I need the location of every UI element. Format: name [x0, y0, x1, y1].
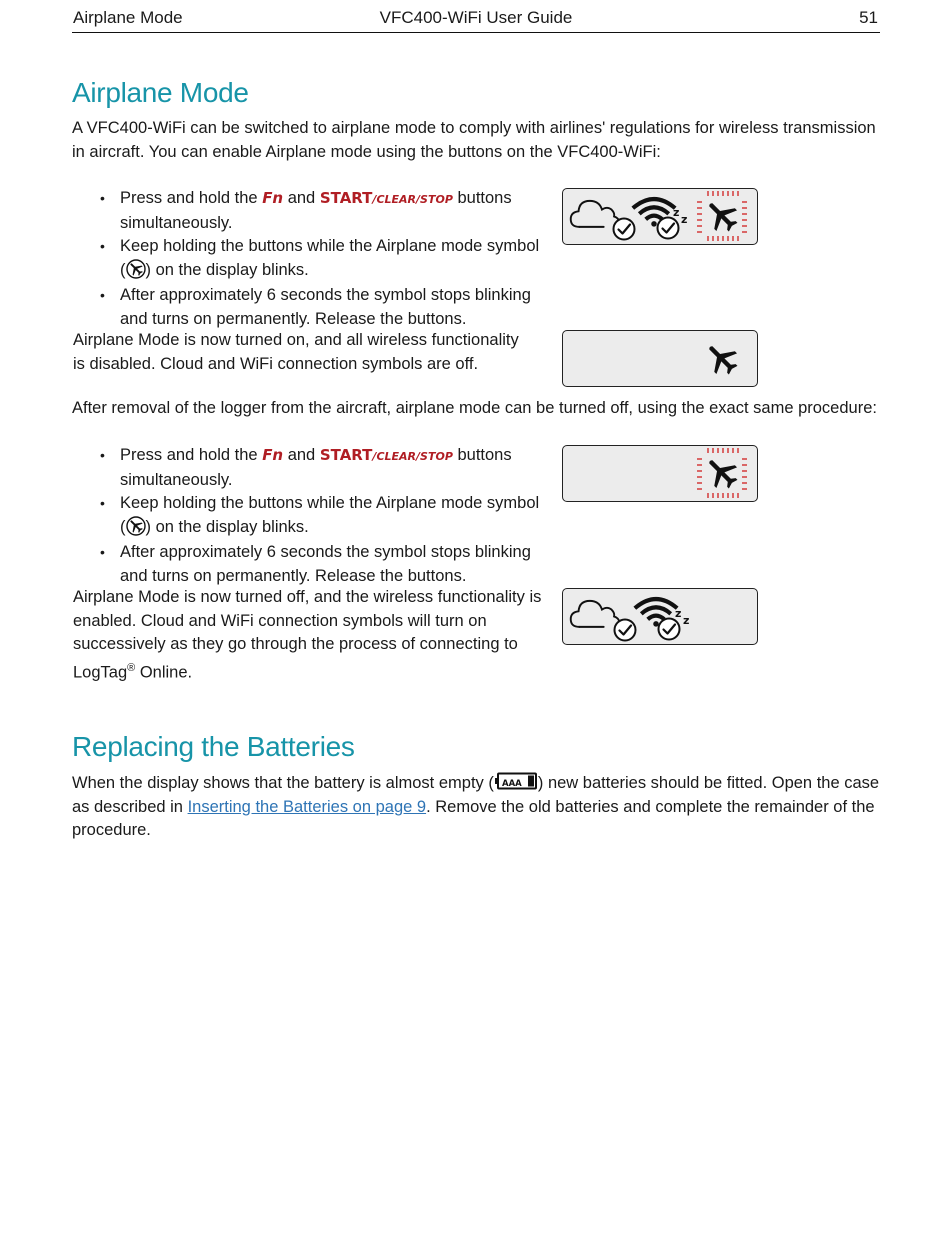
list-item: • Keep holding the buttons while the Airplane mode symbol ( ) on the display blinks.	[96, 492, 546, 539]
check-circle-icon	[658, 218, 679, 239]
airplane-mode-icon	[126, 516, 146, 536]
display-airplane-on	[562, 330, 758, 387]
inserting-batteries-link[interactable]: Inserting the Batteries on page 9	[187, 797, 427, 816]
stop-key-label: STOP	[420, 193, 453, 206]
disabled-result-paragraph: Airplane Mode is now turned off, and the wireless functionality is enabled. Cloud and WiFi connection symbols will turn on successively as they go through the process of connecting to LogTag® Online.	[73, 588, 542, 681]
check-circle-icon	[659, 619, 680, 640]
check-circle-icon	[614, 219, 635, 240]
svg-text:z: z	[683, 614, 690, 627]
list-item: • After approximately 6 seconds the symbol stops blinking and turns on permanently. Release the buttons.	[96, 284, 546, 331]
enable-steps-list	[96, 187, 546, 331]
disable-steps-list	[96, 444, 546, 588]
list-item: • Keep holding the buttons while the Airplane mode symbol ( ) on the display blinks.	[96, 235, 546, 282]
running-header	[72, 6, 880, 33]
fn-key-label: Fn	[262, 189, 284, 207]
start-key-label: START	[319, 189, 373, 207]
cloud-icon	[571, 201, 620, 227]
registered-mark: ®	[127, 661, 136, 674]
header-section-name: Airplane Mode	[73, 8, 183, 27]
section-heading-replacing-batteries: Replacing the Batteries	[72, 731, 355, 762]
enabled-result-paragraph: Airplane Mode is now turned on, and all wireless functionality is disabled. Cloud and WiFi connection symbols are off.	[73, 331, 519, 373]
display-airplane-blinking-connected	[562, 188, 758, 245]
list-item: • After approximately 6 seconds the symbol stops blinking and turns on permanently. Release the buttons.	[96, 541, 546, 588]
list-item: • Press and hold the Fn and START/CLEAR/STOP buttons simultaneously.	[96, 444, 546, 492]
airplane-icon	[700, 194, 744, 238]
intro-paragraph: A VFC400-WiFi can be switched to airplane mode to comply with airlines' regulations for wireless transmission in aircraft. You can enable Airplane mode using the buttons on the VFC400-WiFi:	[72, 119, 876, 161]
svg-text:z: z	[673, 206, 680, 219]
battery-icon	[494, 772, 538, 790]
stop-key-label: STOP	[420, 450, 453, 463]
batteries-paragraph: When the display shows that the battery is almost empty ( AAA ) new batteries should be fitted. Open the case as described in Inserting the Batteries on page 9. Remove the old batteries and complete the remainder of the procedure.	[72, 774, 880, 839]
disable-intro-paragraph: After removal of the logger from the aircraft, airplane mode can be turned off, using the exact same procedure:	[72, 399, 877, 417]
clear-key-label: /CLEAR/	[372, 450, 421, 463]
display-airplane-blinking	[562, 445, 758, 502]
airplane-icon	[700, 337, 744, 381]
cloud-icon	[571, 601, 620, 627]
display-wireless-connected	[562, 588, 758, 645]
section-heading-airplane-mode: Airplane Mode	[72, 77, 249, 108]
airplane-mode-icon	[126, 259, 146, 279]
svg-text:z: z	[681, 213, 688, 226]
clear-key-label: /CLEAR/	[372, 193, 421, 206]
airplane-icon	[700, 451, 744, 495]
list-item: • Press and hold the Fn and START/CLEAR/STOP buttons simultaneously.	[96, 187, 546, 235]
start-key-label: START	[319, 446, 373, 464]
fn-key-label: Fn	[262, 446, 284, 464]
header-page-number: 51	[859, 8, 878, 27]
check-circle-icon	[615, 620, 636, 641]
header-document-title: VFC400-WiFi User Guide	[379, 8, 573, 27]
svg-text:AAA: AAA	[501, 779, 522, 789]
svg-text:z: z	[675, 607, 682, 620]
